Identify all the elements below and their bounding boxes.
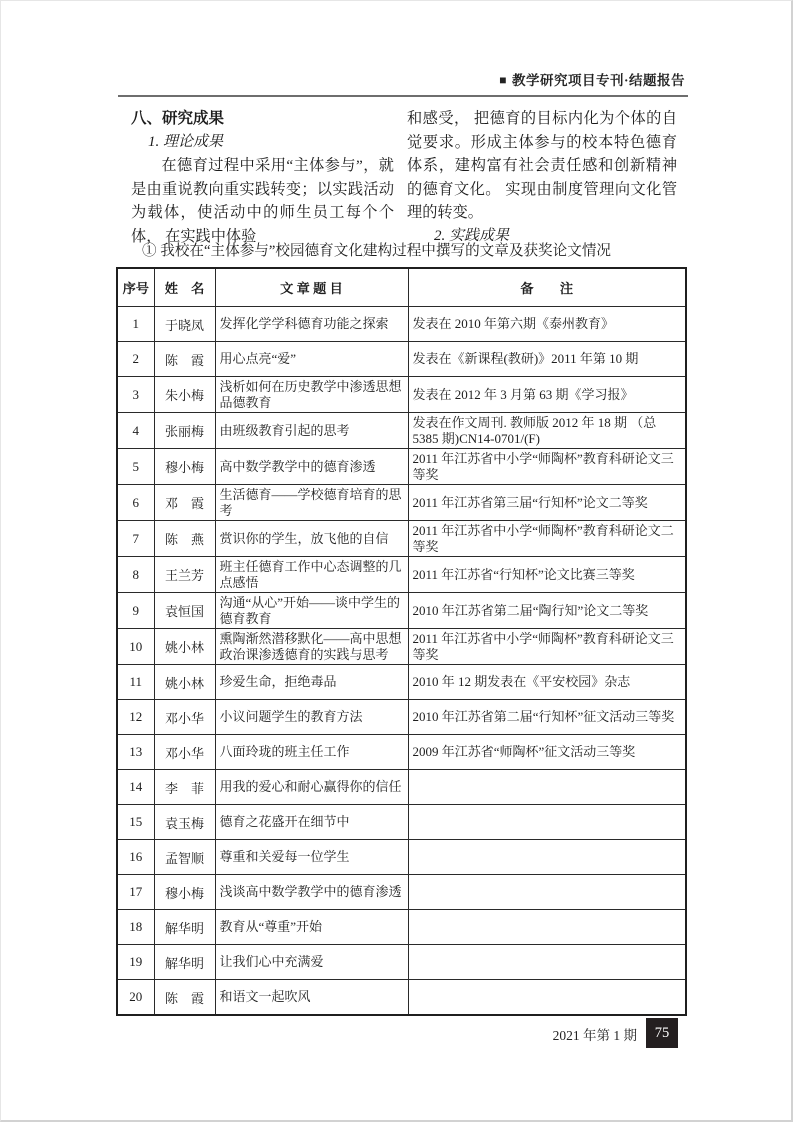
page-footer — [1, 1017, 793, 1051]
remark-cell: 发表在作文周刊. 教师版 2012 年 18 期 （总 5385 期)CN14-0701/(F) — [408, 413, 686, 449]
square-bullet-icon: ■ — [499, 73, 507, 87]
remark-cell: 2011 年江苏省第三届“行知杯”论文二等奖 — [408, 485, 686, 521]
author-name-cell: 邓小华 — [154, 735, 215, 770]
author-name-cell: 于晓凤 — [154, 307, 215, 342]
article-title-cell: 尊重和关爱每一位学生 — [215, 840, 408, 875]
header-rule — [118, 95, 688, 97]
article-title-cell: 高中数学教学中的德育渗透 — [215, 449, 408, 485]
remark-cell — [408, 875, 686, 910]
row-number-cell: 18 — [117, 910, 154, 945]
author-name-cell: 姚小林 — [154, 629, 215, 665]
row-number-cell: 7 — [117, 521, 154, 557]
author-name-cell: 张丽梅 — [154, 413, 215, 449]
table-row — [117, 665, 686, 700]
article-title-cell: 和语文一起吹风 — [215, 980, 408, 1016]
author-name-cell: 袁玉梅 — [154, 805, 215, 840]
remark-cell: 2011 年江苏省中小学“师陶杯”教育科研论文三等奖 — [408, 449, 686, 485]
row-number-cell: 15 — [117, 805, 154, 840]
author-name-cell: 穆小梅 — [154, 449, 215, 485]
row-number-cell: 14 — [117, 770, 154, 805]
table-row — [117, 875, 686, 910]
author-name-cell: 解华明 — [154, 910, 215, 945]
article-title-cell: 用心点亮“爱” — [215, 342, 408, 377]
table-row — [117, 521, 686, 557]
author-name-cell: 朱小梅 — [154, 377, 215, 413]
author-name-cell: 姚小林 — [154, 665, 215, 700]
table-row — [117, 342, 686, 377]
author-name-cell: 解华明 — [154, 945, 215, 980]
row-number-cell: 4 — [117, 413, 154, 449]
table-header-row — [117, 268, 686, 307]
remark-cell: 2011 年江苏省中小学“师陶杯”教育科研论文二等奖 — [408, 521, 686, 557]
row-number-cell: 6 — [117, 485, 154, 521]
author-name-cell: 孟智顺 — [154, 840, 215, 875]
row-number-cell: 11 — [117, 665, 154, 700]
table-row — [117, 593, 686, 629]
author-name-cell: 陈 燕 — [154, 521, 215, 557]
article-title-cell: 小议问题学生的教育方法 — [215, 700, 408, 735]
table-row — [117, 629, 686, 665]
running-header-title: 教学研究项目专刊·结题报告 — [511, 73, 685, 88]
article-title-cell: 班主任德育工作中心态调整的几点感悟 — [215, 557, 408, 593]
article-title-cell: 德育之花盛开在细节中 — [215, 805, 408, 840]
article-title-cell: 浅谈高中数学教学中的德育渗透 — [215, 875, 408, 910]
table-caption: ① 我校在“主体参与”校园德育文化建构过程中撰写的文章及获奖论文情况 — [142, 243, 612, 259]
table-row — [117, 735, 686, 770]
article-title-cell: 由班级教育引起的思考 — [215, 413, 408, 449]
remark-cell — [408, 945, 686, 980]
table-row — [117, 840, 686, 875]
row-number-cell: 2 — [117, 342, 154, 377]
table-row — [117, 805, 686, 840]
table-row — [117, 413, 686, 449]
row-number-cell: 16 — [117, 840, 154, 875]
article-title-cell: 浅析如何在历史教学中渗透思想品德教育 — [215, 377, 408, 413]
table-row — [117, 770, 686, 805]
remark-cell: 2010 年江苏省第二届“陶行知”论文二等奖 — [408, 593, 686, 629]
remark-cell: 发表在《新课程(教研)》2011 年第 10 期 — [408, 342, 686, 377]
results-table — [116, 267, 687, 1016]
column-header-number: 序号 — [117, 268, 154, 307]
intro-column-left — [131, 107, 394, 248]
table-row — [117, 377, 686, 413]
row-number-cell: 9 — [117, 593, 154, 629]
subsection-theory-heading: 1. 理论成果 — [148, 133, 224, 150]
author-name-cell: 陈 霞 — [154, 980, 215, 1016]
remark-cell: 2010 年 12 期发表在《平安校园》杂志 — [408, 665, 686, 700]
row-number-cell: 20 — [117, 980, 154, 1016]
issue-label: 2021 年第 1 期 — [552, 1028, 637, 1043]
article-title-cell: 用我的爱心和耐心赢得你的信任 — [215, 770, 408, 805]
article-title-cell: 赏识你的学生，放飞他的自信 — [215, 521, 408, 557]
article-title-cell: 生活德育——学校德育培育的思考 — [215, 485, 408, 521]
table-row — [117, 449, 686, 485]
author-name-cell: 袁恒国 — [154, 593, 215, 629]
row-number-cell: 3 — [117, 377, 154, 413]
page-number-badge: 75 — [646, 1018, 678, 1048]
remark-cell: 2011 年江苏省“行知杯”论文比赛三等奖 — [408, 557, 686, 593]
remark-cell: 2009 年江苏省“师陶杯”征文活动三等奖 — [408, 735, 686, 770]
remark-cell — [408, 980, 686, 1016]
author-name-cell: 穆小梅 — [154, 875, 215, 910]
remark-cell — [408, 910, 686, 945]
column-header-title: 文 章 题 目 — [215, 268, 408, 307]
intro-column-right — [407, 107, 677, 248]
row-number-cell: 8 — [117, 557, 154, 593]
row-number-cell: 1 — [117, 307, 154, 342]
table-row — [117, 485, 686, 521]
row-number-cell: 5 — [117, 449, 154, 485]
subsection-practice-heading: 2. 实践成果 — [434, 227, 510, 244]
table-row — [117, 910, 686, 945]
remark-cell — [408, 770, 686, 805]
table-row — [117, 945, 686, 980]
row-number-cell: 12 — [117, 700, 154, 735]
table-row — [117, 557, 686, 593]
remark-cell: 发表在 2010 年第六期《泰州教育》 — [408, 307, 686, 342]
article-title-cell: 珍爱生命，拒绝毒品 — [215, 665, 408, 700]
paragraph-left: 在德育过程中采用“主体参与”，就是由重说教向重实践转变；以实践活动为载体，使活动中的师生员工每个个体， 在实践中体验 — [131, 157, 394, 245]
author-name-cell: 邓小华 — [154, 700, 215, 735]
row-number-cell: 13 — [117, 735, 154, 770]
column-header-remark: 备 注 — [408, 268, 686, 307]
author-name-cell: 邓 霞 — [154, 485, 215, 521]
remark-cell: 2010 年江苏省第二届“行知杯”征文活动三等奖 — [408, 700, 686, 735]
remark-cell: 发表在 2012 年 3 月第 63 期《学习报》 — [408, 377, 686, 413]
remark-cell — [408, 805, 686, 840]
row-number-cell: 19 — [117, 945, 154, 980]
article-title-cell: 八面玲珑的班主任工作 — [215, 735, 408, 770]
column-header-name: 姓 名 — [154, 268, 215, 307]
row-number-cell: 17 — [117, 875, 154, 910]
intro-columns — [131, 107, 677, 248]
article-title-cell: 发挥化学学科德育功能之探索 — [215, 307, 408, 342]
section-heading: 八、研究成果 — [131, 110, 225, 127]
author-name-cell: 王兰芳 — [154, 557, 215, 593]
remark-cell: 2011 年江苏省中小学“师陶杯”教育科研论文三等奖 — [408, 629, 686, 665]
article-title-cell: 让我们心中充满爱 — [215, 945, 408, 980]
row-number-cell: 10 — [117, 629, 154, 665]
article-title-cell: 教育从“尊重”开始 — [215, 910, 408, 945]
table-row — [117, 700, 686, 735]
author-name-cell: 陈 霞 — [154, 342, 215, 377]
remark-cell — [408, 840, 686, 875]
table-row — [117, 307, 686, 342]
table-row — [117, 980, 686, 1016]
author-name-cell: 李 菲 — [154, 770, 215, 805]
article-title-cell: 沟通“从心”开始——谈中学生的德育教育 — [215, 593, 408, 629]
running-header — [499, 69, 685, 89]
paragraph-right: 和感受， 把德育的目标内化为个体的自觉要求。形成主体参与的校本特色德育体系，建构富有社会责任感和创新精神的德育文化。 实现由制度管理向文化管理的转变。 — [407, 110, 677, 221]
article-title-cell: 熏陶渐然潜移默化——高中思想政治课渗透德育的实践与思考 — [215, 629, 408, 665]
